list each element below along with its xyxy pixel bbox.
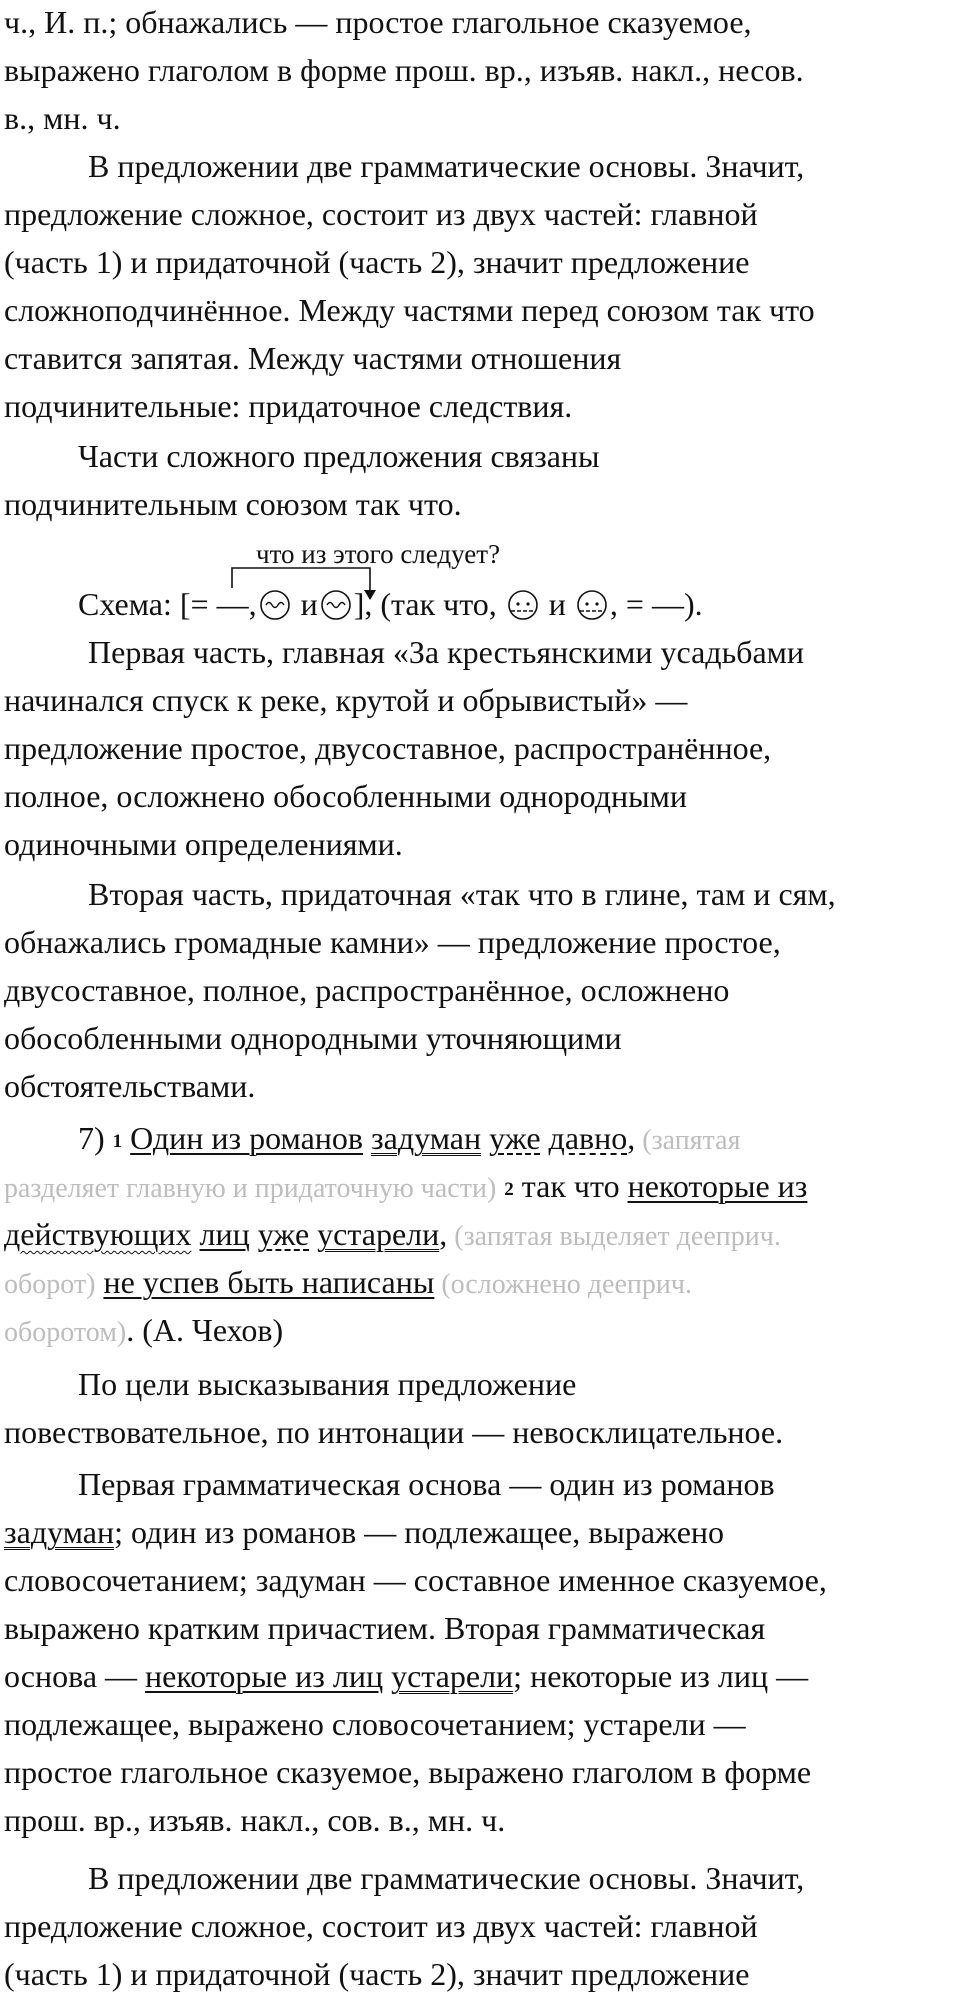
note: (осложнено дееприч. — [434, 1269, 692, 1300]
schema-line — [78, 584, 703, 624]
text-line: в., мн. ч. — [4, 100, 121, 136]
predicate-word: задуман — [4, 1514, 115, 1550]
paragraph-start: Части сложного предложения связаны — [78, 438, 600, 474]
note: оборотом) — [4, 1317, 127, 1348]
conjunction: так что — [513, 1168, 628, 1204]
text-line: подчинительные: придаточное следствия. — [4, 388, 573, 424]
clause-number: 2 — [504, 1179, 514, 1200]
dotted-circle-icon — [505, 589, 541, 621]
participle-phrase: не успев быть написаны — [103, 1264, 435, 1300]
wavy-circle-icon — [318, 589, 354, 621]
text-line: подлежащее, выражено словосочетанием; устарели — — [4, 1706, 746, 1742]
schema-subject-predicate: = —, — [190, 586, 257, 622]
text-line: обстоятельствами. — [4, 1068, 256, 1104]
comma: , — [627, 1120, 636, 1156]
text-line: полное, осложнено обособленными однородными — [4, 778, 688, 814]
example-number: 7) — [78, 1120, 113, 1156]
comma: , — [439, 1216, 448, 1252]
text-line: одиночными определениями. — [4, 826, 403, 862]
note: (запятая выделяет дееприч. — [447, 1221, 781, 1252]
text-line: словосочетанием; задуман — составное именное сказуемое, — [4, 1562, 827, 1598]
text-line: выражено кратким причастием. Вторая грамматическая — [4, 1610, 766, 1646]
text-line — [4, 1656, 808, 1696]
text-line: выражено глаголом в форме прош. вр., изъяв. накл., несов. — [4, 52, 804, 88]
text-line — [4, 1512, 724, 1552]
text-line: ч., И. п.; обнажались — простое глагольное сказуемое, — [4, 4, 752, 40]
subject-phrase: некоторые из — [627, 1168, 808, 1204]
text-fragment: основа — — [4, 1658, 146, 1694]
example-line — [4, 1214, 781, 1254]
wavy-circle-icon — [257, 589, 293, 621]
clause-number: 1 — [112, 1131, 123, 1152]
text-line: начинался спуск к реке, крутой и обрывистый» — — [4, 682, 688, 718]
text-line: ставится запятая. Между частями отношения — [4, 340, 622, 376]
paragraph-start: По цели высказывания предложение — [78, 1366, 577, 1402]
adverb-word: давно — [548, 1120, 628, 1156]
paragraph-start: Вторая часть, придаточная «так что в глине, там и сям, — [88, 876, 836, 912]
text-fragment: ; некоторые из лиц — — [513, 1658, 809, 1694]
definition-word: действующих — [4, 1216, 192, 1252]
text-line: простое глагольное сказуемое, выражено глаголом в форме — [4, 1754, 812, 1790]
text-line: предложение сложное, состоит из двух частей: главной — [4, 196, 758, 232]
paragraph-start: Первая грамматическая основа — один из романов — [78, 1466, 775, 1502]
predicate-word: задуман — [371, 1120, 482, 1156]
schema-clause-2: ], (так что, — [353, 586, 505, 622]
paragraph-start: В предложении две грамматические основы. Значит, — [88, 1860, 805, 1896]
text-line: прош. вр., изъяв. накл., сов. в., мн. ч. — [4, 1802, 506, 1838]
adverb-word: уже — [489, 1120, 541, 1156]
dotted-circle-icon — [574, 589, 610, 621]
example-line — [4, 1166, 807, 1206]
text-line: обнажались громадные камни» — предложение простое, — [4, 924, 781, 960]
text-line: предложение сложное, состоит из двух частей: главной — [4, 1908, 758, 1944]
text-line: двусоставное, полное, распространённое, осложнено — [4, 972, 730, 1008]
text-fragment: ; один из романов — подлежащее, выражено — [114, 1514, 725, 1550]
predicate-word: устарели — [317, 1216, 440, 1252]
subject-word: лиц — [199, 1216, 250, 1252]
note: (запятая — [635, 1125, 741, 1156]
predicate-word: устарели — [391, 1658, 514, 1694]
example-line — [78, 1118, 740, 1158]
author: . (А. Чехов) — [126, 1312, 284, 1348]
text-line: сложноподчинённое. Между частями перед союзом так что — [4, 292, 815, 328]
adverb-word: уже — [257, 1216, 310, 1252]
text-line: (часть 1) и придаточной (часть 2), значит предложение — [4, 1956, 750, 1992]
text-line: подчинительным союзом так что. — [4, 486, 462, 522]
paragraph-start: В предложении две грамматические основы. Значит, — [88, 148, 805, 184]
schema-question: что из этого следует? — [256, 539, 501, 569]
paragraph-start: Первая часть, главная «За крестьянскими усадьбами — [88, 634, 805, 670]
text-line: предложение простое, двусоставное, распространённое, — [4, 730, 772, 766]
example-line — [4, 1262, 692, 1302]
schema-tail: , = —). — [609, 586, 703, 622]
text-line: обособленными однородными уточняющими — [4, 1020, 622, 1056]
schema-arrow — [0, 0, 960, 620]
note: оборот) — [4, 1269, 96, 1300]
example-line — [4, 1310, 283, 1350]
subject-phrase: Один из романов — [130, 1120, 363, 1156]
schema-label: Схема: [ — [78, 586, 191, 622]
schema-conjunction: и — [540, 586, 574, 622]
schema-conjunction: и — [292, 586, 318, 622]
note: разделяет главную и придаточную части) — [4, 1173, 497, 1204]
subject-phrase: некоторые из лиц — [145, 1658, 384, 1694]
text-line: (часть 1) и придаточной (часть 2), значит предложение — [4, 244, 750, 280]
text-line: повествовательное, по интонации — невосклицательное. — [4, 1414, 784, 1450]
